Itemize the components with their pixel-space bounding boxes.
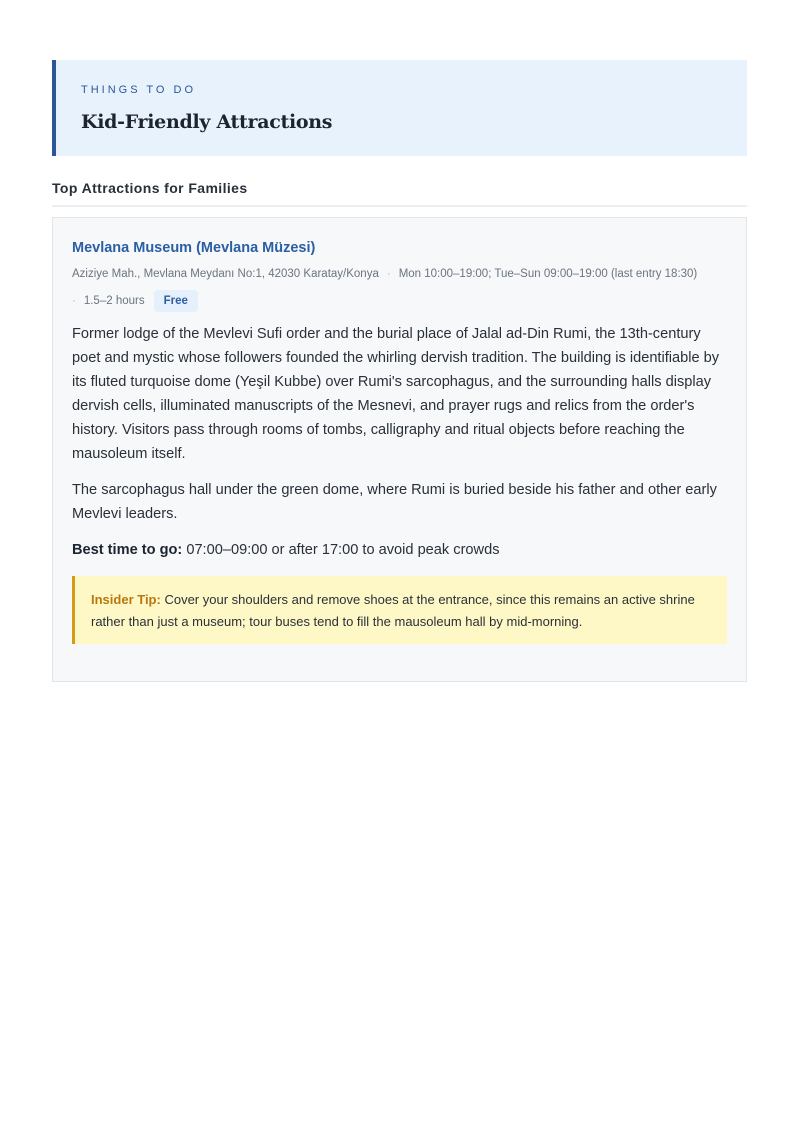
insider-tip-text: Cover your shoulders and remove shoes at the entrance, since this remains an active shrine rather than just a museum; tour buses tend to fill the mausoleum hall by mid-morning.	[91, 592, 695, 629]
best-time-value: 07:00–09:00 or after 17:00 to avoid peak crowds	[186, 542, 500, 558]
attraction-address: Aziziye Mah., Mevlana Meydanı No:1, 42030 Karatay/Konya	[72, 268, 379, 280]
attraction-card	[52, 217, 747, 682]
attraction-description: Former lodge of the Mevlevi Sufi order and the burial place of Jalal ad-Din Rumi, the 13th-century poet and mystic whose followers founded the whirling dervish tradition. The building is identifiable by its fluted turquoise dome (Yeşil Kubbe) over Rumi's sarcophagus, and the surrounding halls display dervish cells, illuminated manuscripts of the Mesnevi, and prayer rugs and relics from the order's history. Visitors pass through rooms of tombs, calligraphy and ritual objects before reaching the mausoleum itself.	[72, 326, 720, 462]
hero-banner	[52, 60, 747, 156]
best-time	[72, 538, 727, 562]
page-title: Kid-Friendly Attractions	[81, 111, 333, 133]
page	[52, 60, 747, 682]
attraction-duration: 1.5–2 hours	[83, 295, 145, 307]
attraction-name-link[interactable]: Mevlana Museum (Mevlana Müzesi)	[72, 240, 316, 256]
price-badge: Free	[154, 290, 198, 312]
attraction-hours: Mon 10:00–19:00; Tue–Sun 09:00–19:00 (last entry 18:30)	[398, 268, 698, 280]
eyebrow-label: THINGS TO DO	[81, 84, 197, 96]
attraction-meta	[72, 267, 727, 281]
meta-separator: ·	[386, 268, 391, 280]
insider-tip-callout	[72, 576, 727, 644]
insider-tip-label: Insider Tip:	[91, 592, 161, 607]
meta-separator: ·	[72, 295, 76, 307]
section-heading: Top Attractions for Families	[52, 179, 747, 207]
attraction-highlight: The sarcophagus hall under the green dome, where Rumi is buried beside his father and other early Mevlevi leaders.	[72, 482, 717, 522]
attraction-meta-secondary	[72, 290, 727, 312]
best-time-label: Best time to go:	[72, 542, 183, 558]
